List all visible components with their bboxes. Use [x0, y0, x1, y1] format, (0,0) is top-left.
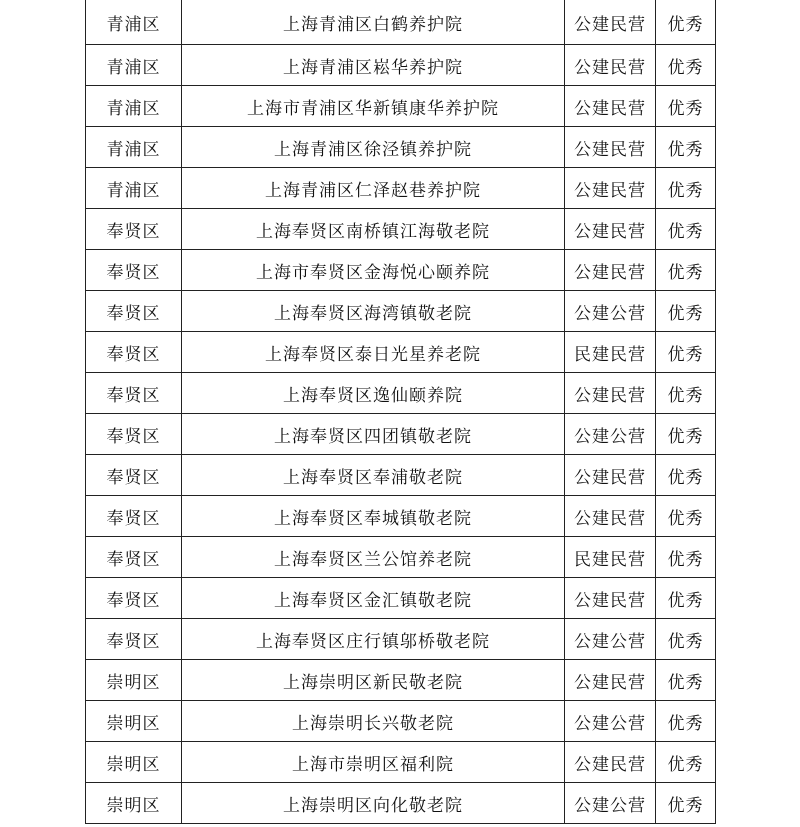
- facility-name-cell: 上海奉贤区四团镇敬老院: [182, 414, 565, 455]
- table-row: [86, 0, 716, 45]
- grade-cell: 优秀: [656, 86, 716, 127]
- grade-cell: 优秀: [656, 373, 716, 414]
- grade-cell: 优秀: [656, 414, 716, 455]
- district-cell: 青浦区: [86, 45, 182, 86]
- operation-type-cell: 公建民营: [565, 127, 656, 168]
- district-cell: 奉贤区: [86, 578, 182, 619]
- grade-cell: 优秀: [656, 701, 716, 742]
- operation-type-cell: 公建民营: [565, 209, 656, 250]
- facility-table-container: [85, 0, 715, 824]
- district-cell: 奉贤区: [86, 619, 182, 660]
- facility-name-cell: 上海崇明区向化敬老院: [182, 783, 565, 824]
- facility-name-cell: 上海青浦区崧华养护院: [182, 45, 565, 86]
- facility-name-cell: 上海奉贤区金汇镇敬老院: [182, 578, 565, 619]
- operation-type-cell: 公建民营: [565, 496, 656, 537]
- facility-name-cell: 上海奉贤区庄行镇邬桥敬老院: [182, 619, 565, 660]
- facility-name-cell: 上海奉贤区奉浦敬老院: [182, 455, 565, 496]
- district-cell: 崇明区: [86, 660, 182, 701]
- table-row: [86, 250, 716, 291]
- grade-cell: 优秀: [656, 660, 716, 701]
- table-row: [86, 537, 716, 578]
- facility-name-cell: 上海青浦区仁泽赵巷养护院: [182, 168, 565, 209]
- district-cell: 奉贤区: [86, 250, 182, 291]
- table-row: [86, 373, 716, 414]
- facility-name-cell: 上海奉贤区兰公馆养老院: [182, 537, 565, 578]
- operation-type-cell: 公建民营: [565, 45, 656, 86]
- grade-cell: 优秀: [656, 45, 716, 86]
- table-row: [86, 291, 716, 332]
- operation-type-cell: 公建民营: [565, 168, 656, 209]
- facility-name-cell: 上海市青浦区华新镇康华养护院: [182, 86, 565, 127]
- grade-cell: 优秀: [656, 250, 716, 291]
- grade-cell: 优秀: [656, 619, 716, 660]
- grade-cell: 优秀: [656, 332, 716, 373]
- facility-name-cell: 上海青浦区白鹤养护院: [182, 0, 565, 45]
- grade-cell: 优秀: [656, 537, 716, 578]
- operation-type-cell: 公建民营: [565, 373, 656, 414]
- grade-cell: 优秀: [656, 209, 716, 250]
- district-cell: 奉贤区: [86, 209, 182, 250]
- table-row: [86, 660, 716, 701]
- facility-table-body: [86, 0, 716, 824]
- district-cell: 奉贤区: [86, 455, 182, 496]
- district-cell: 青浦区: [86, 127, 182, 168]
- district-cell: 奉贤区: [86, 291, 182, 332]
- table-row: [86, 619, 716, 660]
- table-row: [86, 414, 716, 455]
- table-row: [86, 332, 716, 373]
- operation-type-cell: 公建公营: [565, 619, 656, 660]
- district-cell: 青浦区: [86, 86, 182, 127]
- district-cell: 奉贤区: [86, 537, 182, 578]
- district-cell: 崇明区: [86, 783, 182, 824]
- facility-table: [85, 0, 716, 824]
- operation-type-cell: 公建公营: [565, 291, 656, 332]
- table-row: [86, 578, 716, 619]
- operation-type-cell: 公建民营: [565, 86, 656, 127]
- facility-name-cell: 上海崇明区新民敬老院: [182, 660, 565, 701]
- grade-cell: 优秀: [656, 0, 716, 45]
- operation-type-cell: 公建公营: [565, 783, 656, 824]
- facility-name-cell: 上海青浦区徐泾镇养护院: [182, 127, 565, 168]
- table-row: [86, 783, 716, 824]
- district-cell: 奉贤区: [86, 373, 182, 414]
- table-row: [86, 127, 716, 168]
- table-row: [86, 742, 716, 783]
- grade-cell: 优秀: [656, 168, 716, 209]
- table-row: [86, 455, 716, 496]
- operation-type-cell: 公建民营: [565, 578, 656, 619]
- operation-type-cell: 公建民营: [565, 742, 656, 783]
- operation-type-cell: 公建民营: [565, 250, 656, 291]
- facility-name-cell: 上海奉贤区逸仙颐养院: [182, 373, 565, 414]
- operation-type-cell: 公建民营: [565, 0, 656, 45]
- operation-type-cell: 公建民营: [565, 455, 656, 496]
- district-cell: 奉贤区: [86, 496, 182, 537]
- facility-name-cell: 上海奉贤区奉城镇敬老院: [182, 496, 565, 537]
- grade-cell: 优秀: [656, 783, 716, 824]
- table-row: [86, 496, 716, 537]
- facility-name-cell: 上海奉贤区海湾镇敬老院: [182, 291, 565, 332]
- table-row: [86, 701, 716, 742]
- district-cell: 奉贤区: [86, 332, 182, 373]
- facility-name-cell: 上海市崇明区福利院: [182, 742, 565, 783]
- operation-type-cell: 公建公营: [565, 701, 656, 742]
- facility-name-cell: 上海市奉贤区金海悦心颐养院: [182, 250, 565, 291]
- operation-type-cell: 公建公营: [565, 414, 656, 455]
- facility-name-cell: 上海奉贤区南桥镇江海敬老院: [182, 209, 565, 250]
- grade-cell: 优秀: [656, 455, 716, 496]
- district-cell: 崇明区: [86, 701, 182, 742]
- district-cell: 崇明区: [86, 742, 182, 783]
- table-row: [86, 45, 716, 86]
- grade-cell: 优秀: [656, 496, 716, 537]
- district-cell: 奉贤区: [86, 414, 182, 455]
- operation-type-cell: 民建民营: [565, 332, 656, 373]
- operation-type-cell: 公建民营: [565, 660, 656, 701]
- grade-cell: 优秀: [656, 578, 716, 619]
- table-row: [86, 86, 716, 127]
- grade-cell: 优秀: [656, 742, 716, 783]
- grade-cell: 优秀: [656, 127, 716, 168]
- table-row: [86, 168, 716, 209]
- district-cell: 青浦区: [86, 0, 182, 45]
- grade-cell: 优秀: [656, 291, 716, 332]
- table-row: [86, 209, 716, 250]
- facility-name-cell: 上海奉贤区泰日光星养老院: [182, 332, 565, 373]
- operation-type-cell: 民建民营: [565, 537, 656, 578]
- facility-name-cell: 上海崇明长兴敬老院: [182, 701, 565, 742]
- district-cell: 青浦区: [86, 168, 182, 209]
